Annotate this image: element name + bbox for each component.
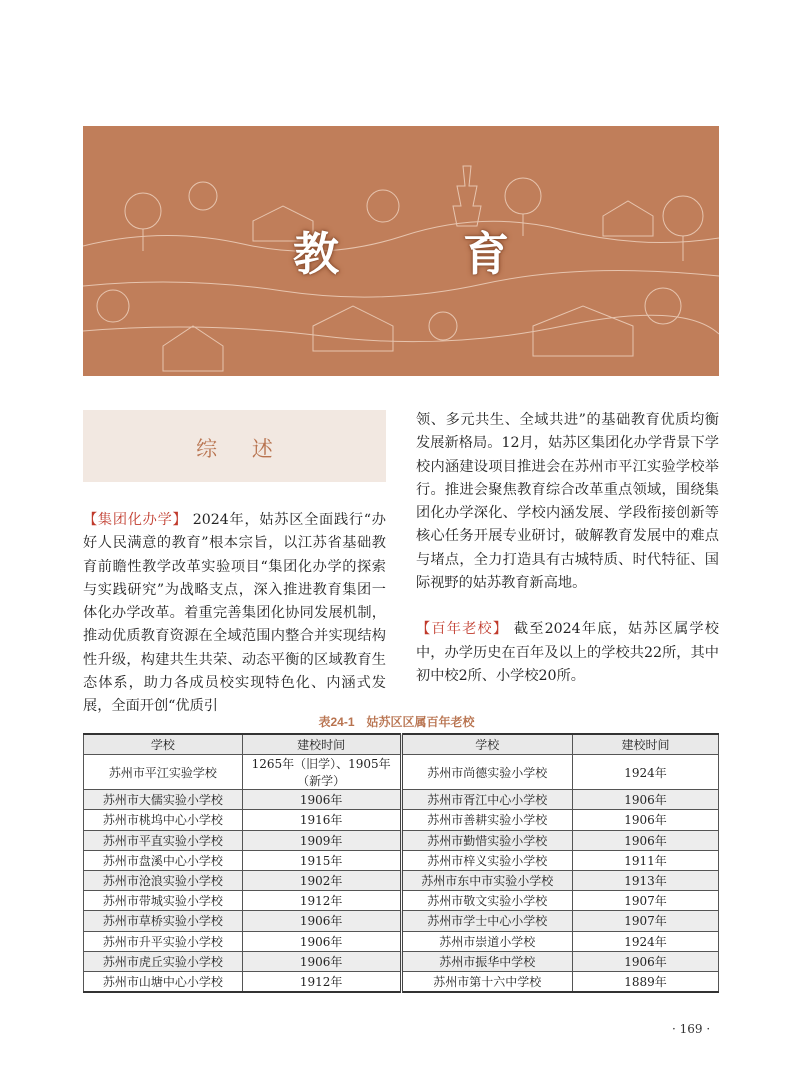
paragraph-text: 截至2024年底，姑苏区属学校中，办学历史在百年及以上的学校共22所，其中初中校2所、小学校20所。 xyxy=(416,621,719,684)
founded-year-cell: 1907年 xyxy=(572,891,718,911)
founded-year-cell: 1916年 xyxy=(242,810,401,830)
table-row xyxy=(84,891,719,911)
century-schools-table xyxy=(83,733,719,993)
table-row xyxy=(84,911,719,931)
school-name-cell: 苏州市带城实验小学校 xyxy=(84,891,243,911)
header-founded: 建校时间 xyxy=(242,734,401,755)
table-row xyxy=(84,755,719,790)
tag-century-schools: 【百年老校】 xyxy=(416,621,509,638)
table-row xyxy=(84,790,719,810)
founded-year-cell: 1909年 xyxy=(242,830,401,850)
founded-year-cell: 1265年（旧学）、1905年（新学） xyxy=(242,755,401,790)
school-name-cell: 苏州市崇道小学校 xyxy=(401,931,572,951)
founded-year-cell: 1913年 xyxy=(572,870,718,890)
table-row xyxy=(84,971,719,992)
header-founded: 建校时间 xyxy=(572,734,718,755)
school-name-cell: 苏州市草桥实验小学校 xyxy=(84,911,243,931)
school-name-cell: 苏州市大儒实验小学校 xyxy=(84,790,243,810)
section-title: 综 述 xyxy=(196,437,287,461)
founded-year-cell: 1911年 xyxy=(572,850,718,870)
school-name-cell: 苏州市学士中心小学校 xyxy=(401,911,572,931)
school-name-cell: 苏州市升平实验小学校 xyxy=(84,931,243,951)
founded-year-cell: 1912年 xyxy=(242,971,401,992)
founded-year-cell: 1906年 xyxy=(572,810,718,830)
header-school: 学校 xyxy=(84,734,243,755)
table-header-row xyxy=(84,734,719,755)
chapter-banner xyxy=(83,126,719,376)
paragraph-continued: 领、多元共生、全域共进”的基础教育优质均衡发展新格局。12月，姑苏区集团化办学背景下学校内涵建设项目推进会在苏州市平江实验学校举行。推进会聚焦教育综合改革重点领域，围绕集团化办学深化、学校内涵发展、学段衔接创新等核心任务开展专业研讨，破解教育发展中的难点与堵点，全力打造具有古城特质、时代特征、国际视野的姑苏教育新高地。 xyxy=(416,412,719,592)
school-name-cell: 苏州市梓义实验小学校 xyxy=(401,850,572,870)
right-column xyxy=(416,409,719,688)
table-row xyxy=(84,810,719,830)
paragraph-century-schools xyxy=(416,618,719,688)
school-name-cell: 苏州市善耕实验小学校 xyxy=(401,810,572,830)
founded-year-cell: 1889年 xyxy=(572,971,718,992)
table-row xyxy=(84,850,719,870)
section-header xyxy=(83,410,386,482)
school-name-cell: 苏州市盘溪中心小学校 xyxy=(84,850,243,870)
table-caption: 表24-1 姑苏区区属百年老校 xyxy=(318,715,475,729)
table-row xyxy=(84,951,719,971)
paragraph-text: 2024年，姑苏区全面践行“办好人民满意的教育”根本宗旨，以江苏省基础教育前瞻性教学改革实验项目“集团化办学的探索与实践研究”为战略支点，深入推进教育集团一体化办学改革。着重完善集团化协同发展机制，推动优质教育资源在全域范围内整合并实现结构性升级，构建共生共荣、动态平衡的区域教育生态体系，助力各成员校实现特色化、内涵式发展，全面开创“优质引 xyxy=(83,512,386,715)
founded-year-cell: 1906年 xyxy=(242,790,401,810)
founded-year-cell: 1906年 xyxy=(572,951,718,971)
school-name-cell: 苏州市敬文实验小学校 xyxy=(401,891,572,911)
founded-year-cell: 1907年 xyxy=(572,911,718,931)
school-name-cell: 苏州市桃坞中心小学校 xyxy=(84,810,243,830)
school-name-cell: 苏州市振华中学校 xyxy=(401,951,572,971)
founded-year-cell: 1902年 xyxy=(242,870,401,890)
school-name-cell: 苏州市东中市实验小学校 xyxy=(401,870,572,890)
school-name-cell: 苏州市胥江中心小学校 xyxy=(401,790,572,810)
school-name-cell: 苏州市尚德实验小学校 xyxy=(401,755,572,790)
school-name-cell: 苏州市平江实验学校 xyxy=(84,755,243,790)
paragraph-group-schooling xyxy=(83,509,386,719)
founded-year-cell: 1906年 xyxy=(572,790,718,810)
table-row xyxy=(84,870,719,890)
founded-year-cell: 1906年 xyxy=(242,911,401,931)
school-name-cell: 苏州市平直实验小学校 xyxy=(84,830,243,850)
header-school: 学校 xyxy=(401,734,572,755)
chapter-title: 教 育 xyxy=(292,227,563,281)
school-name-cell: 苏州市虎丘实验小学校 xyxy=(84,951,243,971)
founded-year-cell: 1924年 xyxy=(572,755,718,790)
page-number: · 169 · xyxy=(672,1022,711,1036)
school-name-cell: 苏州市勤惜实验小学校 xyxy=(401,830,572,850)
founded-year-cell: 1912年 xyxy=(242,891,401,911)
table-row xyxy=(84,931,719,951)
founded-year-cell: 1906年 xyxy=(242,951,401,971)
school-name-cell: 苏州市第十六中学校 xyxy=(401,971,572,992)
left-column xyxy=(83,509,386,719)
founded-year-cell: 1924年 xyxy=(572,931,718,951)
founded-year-cell: 1906年 xyxy=(572,830,718,850)
founded-year-cell: 1906年 xyxy=(242,931,401,951)
school-name-cell: 苏州市山塘中心小学校 xyxy=(84,971,243,992)
founded-year-cell: 1915年 xyxy=(242,850,401,870)
school-name-cell: 苏州市沧浪实验小学校 xyxy=(84,870,243,890)
table-row xyxy=(84,830,719,850)
tag-group-schooling: 【集团化办学】 xyxy=(83,512,188,528)
